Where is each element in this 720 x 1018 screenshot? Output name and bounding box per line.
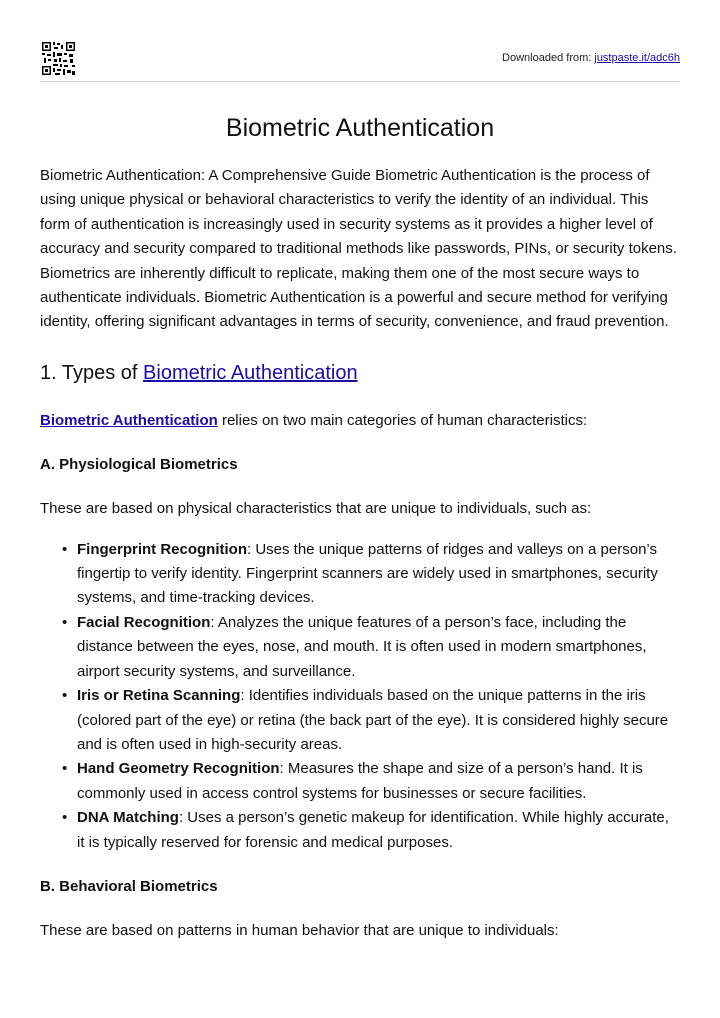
- list-item-term: Hand Geometry Recognition: [77, 760, 280, 778]
- list-item-term: Fingerprint Recognition: [77, 540, 247, 558]
- list-item-text: : Measures the shape and size of a person’s hand. It is commonly used in access control systems for businesses or secure facilities.: [77, 760, 643, 802]
- section-heading-types: [40, 358, 680, 388]
- behavioral-description: These are based on patterns in human behavior that are unique to individuals:: [40, 921, 559, 939]
- lead-link[interactable]: Biometric Authentication: [40, 411, 218, 429]
- list-item: [77, 611, 680, 684]
- list-item: [77, 684, 680, 757]
- list-item-term: Iris or Retina Scanning: [77, 687, 241, 705]
- download-link[interactable]: justpaste.it/adc6h: [594, 52, 680, 64]
- physiological-list: [40, 538, 680, 855]
- physiological-heading: A. Physiological Biometrics: [40, 456, 238, 474]
- physiological-description: These are based on physical characteristics that are unique to individuals, such as:: [40, 500, 592, 518]
- download-prefix: Downloaded from:: [502, 52, 595, 64]
- behavioral-heading: B. Behavioral Biometrics: [40, 877, 218, 895]
- list-item-text: : Identifies individuals based on the unique patterns in the iris (colored part of the eye) or retina (the back part of the eye). It is considered highly secure and is often used in high-security areas.: [77, 687, 669, 753]
- article-body: [40, 108, 680, 943]
- list-item-text: : Uses a person’s genetic makeup for identification. While highly accurate, it is typically reserved for forensic and medical purposes.: [77, 809, 669, 851]
- list-item: [77, 806, 680, 855]
- list-item: [77, 757, 680, 806]
- lead-text: relies on two main categories of human characteristics:: [217, 411, 588, 429]
- section-number: 1. Types of: [40, 361, 144, 384]
- page-title: Biometric Authentication: [225, 114, 495, 142]
- section-heading-link[interactable]: Biometric Authentication: [143, 361, 358, 384]
- download-source: [502, 52, 680, 64]
- qr-code-icon: [42, 42, 75, 75]
- list-item-term: Facial Recognition: [77, 613, 211, 631]
- intro-paragraph: Biometric Authentication: A Comprehensive Guide Biometric Authentication is the process of using unique physical or behavioral characteristics to verify the identity of an individual. This form of authentication is increasingly used in security systems as it provides a higher level of accuracy and security compared to traditional methods like passwords, PINs, or security tokens. Biometrics are inherently difficult to replicate, making them one of the most secure ways to authenticate individuals. Biometric Authentication is a powerful and secure method for verifying identity, offering significant advantages in terms of security, convenience, and fraud prevention.: [40, 167, 677, 331]
- list-item-term: DNA Matching: [77, 809, 179, 827]
- header-divider: [40, 81, 680, 82]
- list-item-text: : Analyzes the unique features of a person’s face, including the distance between the eyes, nose, and mouth. It is often used in modern smartphones, airport security systems, and surveillance.: [77, 613, 647, 680]
- page-header: [40, 42, 680, 82]
- list-item-text: : Uses the unique patterns of ridges and valleys on a person’s fingertip to verify identity. Fingerprint scanners are widely used in smartphones, security systems, and time-tracking devices.: [77, 540, 658, 607]
- lead-paragraph: [40, 409, 680, 433]
- list-item: [77, 538, 680, 611]
